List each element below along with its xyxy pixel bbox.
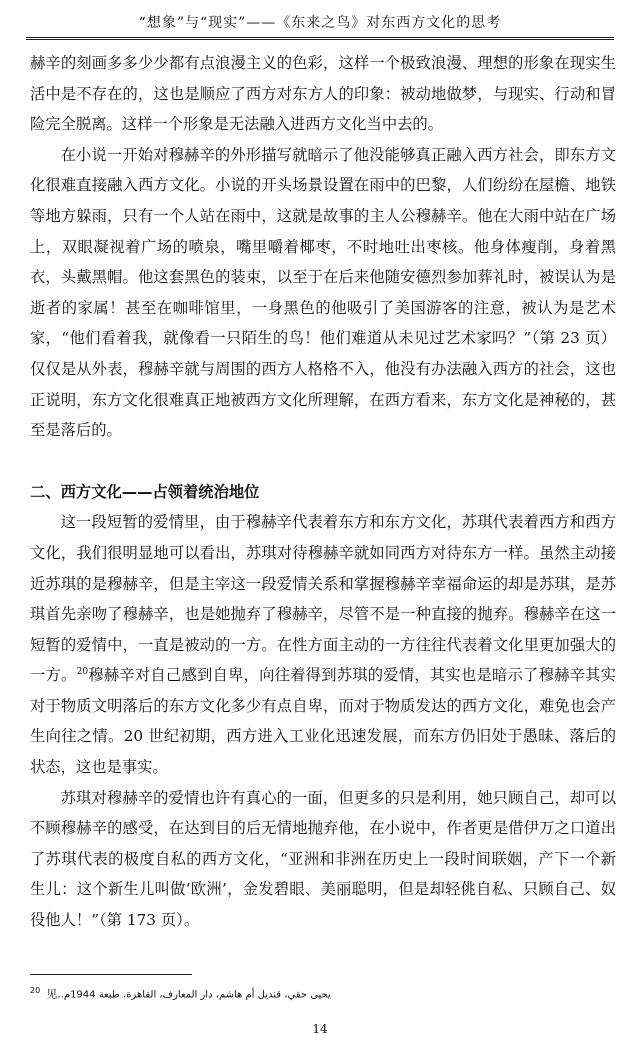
running-header xyxy=(26,12,614,40)
paragraph-3-part-a: 这一段短暂的爱情里，由于穆赫辛代表着东方和东方文化，苏琪代表着西方和西方文化，我们很明显地可以看出，苏琪对待穆赫辛就如同西方对待东方一样。虽然主动接近苏琪的是穆赫辛，但是主宰这一段爱情关系和掌握穆赫辛幸福命运的却是苏琪，是苏琪首先亲吻了穆赫辛，也是她抛弃了穆赫辛，尽管不是一种直接的抛弃。穆赫辛在这一短暂的爱情中，一直是被动的一方。在性方面主动的一方往往代表着文化里更加强大的一方。 xyxy=(30,513,616,685)
paragraph-2: 在小说一开始对穆赫辛的外形描写就暗示了他没能够真正融入西方社会，即东方文化很难直接融入西方文化。小说的开头场景设置在雨中的巴黎，人们纷纷在屋檐、地铁等地方躲雨，只有一个人站在雨中，这就是故事的主人公穆赫辛。他在大雨中站在广场上，双眼凝视着广场的喷泉，嘴里嚼着椰枣，不时地吐出枣核。他身体瘦削，身着黑衣，头戴黑帽。他这套黑色的装束，以至于在后来他随安德烈参加葬礼时，被误认为是逝者的家属！甚至在咖啡馆里，一身黑色的他吸引了美国游客的注意，被认为是艺术家，“他们看着我，就像看一只陌生的鸟！他们难道从未见过艺术家吗？”（第 23 页）仅仅是从外表，穆赫辛就与周围的西方人格格不入，他没有办法融入西方的社会，这也正说明，东方文化很难真正地被西方文化所理解，在西方看来，东方文化是神秘的，甚至是落后的。 xyxy=(30,145,616,440)
main-text xyxy=(30,48,616,936)
footnote-citation: يحيى حقي، قنديل أم هاشم، دار المعارف، القاهرة، طبعة 1944م. xyxy=(60,989,331,1001)
paragraph-4: 苏琪对穆赫辛的爱情也许有真心的一面，但更多的只是利用，她只顾自己，却可以不顾穆赫辛的感受，在达到目的后无情地抛弃他，在小说中，作者更是借伊万之口道出了苏琪代表的极度自私的西方文化，“亚洲和非洲在历史上一段时间联姻，产下一个新生儿：这个新生儿叫做‘欧洲’，金发碧眼、美丽聪明，但是却轻佻自私、只顾自己、奴役他人！”（第 173 页）。 xyxy=(30,788,616,930)
footnote-divider xyxy=(30,974,192,975)
paragraph-3-part-b: 穆赫辛对自己感到自卑，向往着得到苏琪的爱情，其实也是暗示了穆赫辛其实对于物质文明落后的东方文化多少有点自卑，而对于物质发达的西方文化，难免也会产生向往之情。20 世纪初期，西方进入工业化迅速发展，而东方仍旧处于愚昧、落后的状态，这也是事实。 xyxy=(30,666,616,777)
section-heading: 二、西方文化——占领着统治地位 xyxy=(30,482,260,501)
footnote-prefix: 见 xyxy=(46,987,58,1001)
running-title: “想象”与“现实”——《东来之鸟》对东西方文化的思考 xyxy=(138,15,502,31)
footnote: $^{20}$ 见.يحيى حقي، قنديل أم هاشم، دار المعارف، القاهرة، طبعة 1944م. xyxy=(30,986,331,1001)
footnote-number: 20 xyxy=(30,986,41,995)
page-number: 14 xyxy=(312,1022,328,1036)
paragraph-3 xyxy=(30,507,616,782)
footnote-reference[interactable]: 20 xyxy=(76,667,89,678)
paragraph-1: 赫辛的刻画多多少少都有点浪漫主义的色彩，这样一个极致浪漫、理想的形象在现实生活中是不存在的，这也是顺应了西方对东方人的印象：被动地做梦，与现实、行动和冒险完全脱离。这样一个形象是无法融入进西方文化当中去的。 xyxy=(30,54,616,134)
